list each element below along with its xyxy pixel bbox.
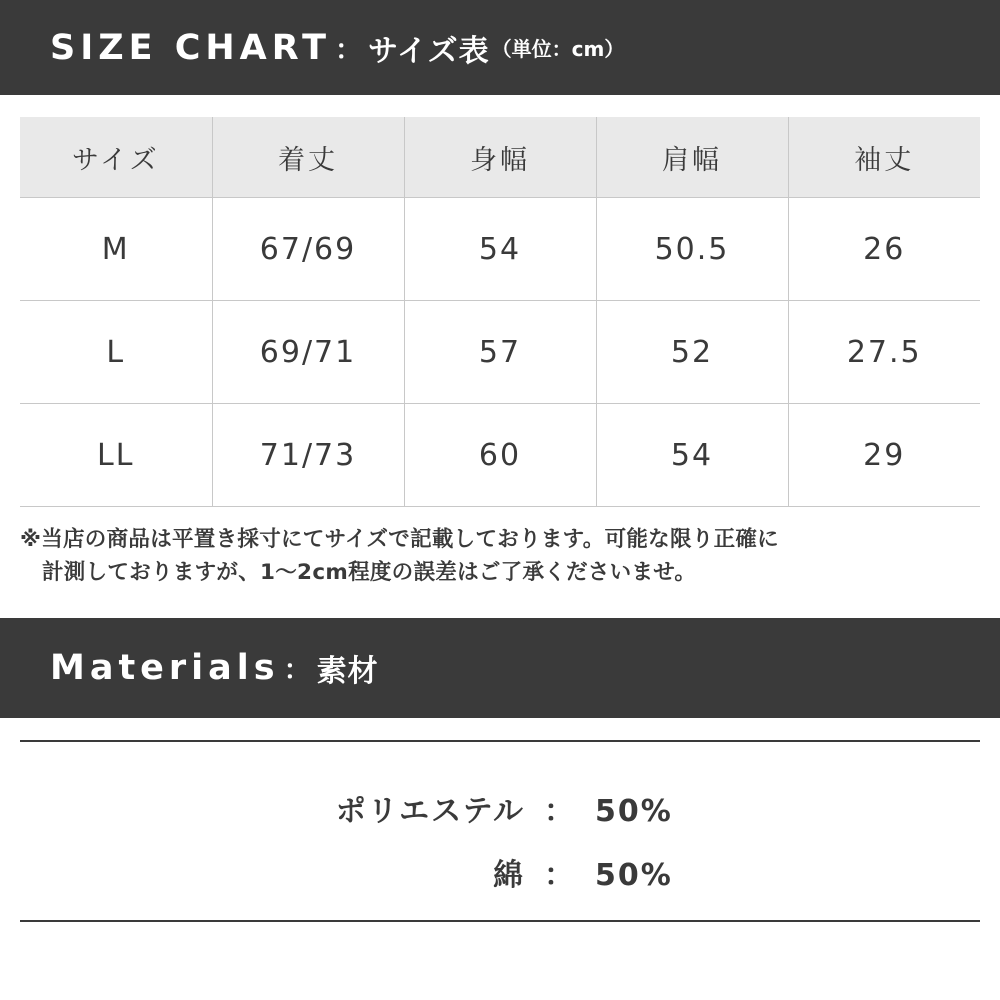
table-cell: 57: [404, 301, 596, 404]
materials-header-bar: [0, 618, 1000, 718]
table-cell: 67/69: [212, 198, 404, 301]
table-row: [20, 404, 980, 507]
table-cell: 71/73: [212, 404, 404, 507]
table-cell: 52: [596, 301, 788, 404]
table-cell: 54: [404, 198, 596, 301]
table-cell: 69/71: [212, 301, 404, 404]
material-colon: ：: [544, 857, 576, 893]
table-cell: 26: [788, 198, 980, 301]
material-label: 綿: [493, 857, 525, 893]
table-cell-size: LL: [20, 404, 212, 507]
material-row: [0, 786, 1000, 830]
size-chart-unit-note: （単位：cm）: [491, 37, 625, 61]
table-header-cell: 着丈: [212, 117, 404, 198]
material-colon: ：: [544, 793, 576, 829]
materials-list: [0, 742, 1000, 894]
table-cell-size: L: [20, 301, 212, 404]
material-value: 50%: [595, 793, 673, 829]
size-chart-title-jp: サイズ表: [368, 33, 490, 69]
materials-bottom-divider: [20, 920, 980, 922]
table-cell: 29: [788, 404, 980, 507]
table-row: [20, 301, 980, 404]
materials-top-gap: [0, 718, 1000, 740]
table-cell: 27.5: [788, 301, 980, 404]
material-label: ポリエステル: [335, 793, 525, 829]
table-header-cell: 袖丈: [788, 117, 980, 198]
material-row: [0, 850, 1000, 894]
table-header-cell: サイズ: [20, 117, 212, 198]
materials-title-en: Materials: [50, 647, 280, 688]
table-row: [20, 198, 980, 301]
table-header-cell: 肩幅: [596, 117, 788, 198]
measurement-note-line-1: ※当店の商品は平置き採寸にてサイズで記載しております。可能な限り正確に: [20, 527, 779, 552]
material-value: 50%: [595, 857, 673, 893]
table-cell: 50.5: [596, 198, 788, 301]
table-header-cell: 身幅: [404, 117, 596, 198]
materials-title-colon: ：: [283, 655, 311, 687]
section-spacer: [0, 590, 1000, 618]
table-cell-size: M: [20, 198, 212, 301]
size-chart-header-bar: [0, 0, 1000, 95]
measurement-note: [0, 507, 1000, 590]
materials-title-jp: 素材: [316, 653, 379, 689]
table-cell: 60: [404, 404, 596, 507]
size-table-wrapper: [0, 95, 1000, 507]
size-chart-title-colon: ：: [335, 35, 363, 66]
table-cell: 54: [596, 404, 788, 507]
measurement-note-line-2: 計測しておりますが、1〜2cm程度の誤差はご了承くださいませ。: [42, 560, 697, 586]
size-table: [20, 117, 980, 507]
table-header-row: [20, 117, 980, 198]
size-chart-title-en: SIZE CHART: [50, 27, 332, 68]
